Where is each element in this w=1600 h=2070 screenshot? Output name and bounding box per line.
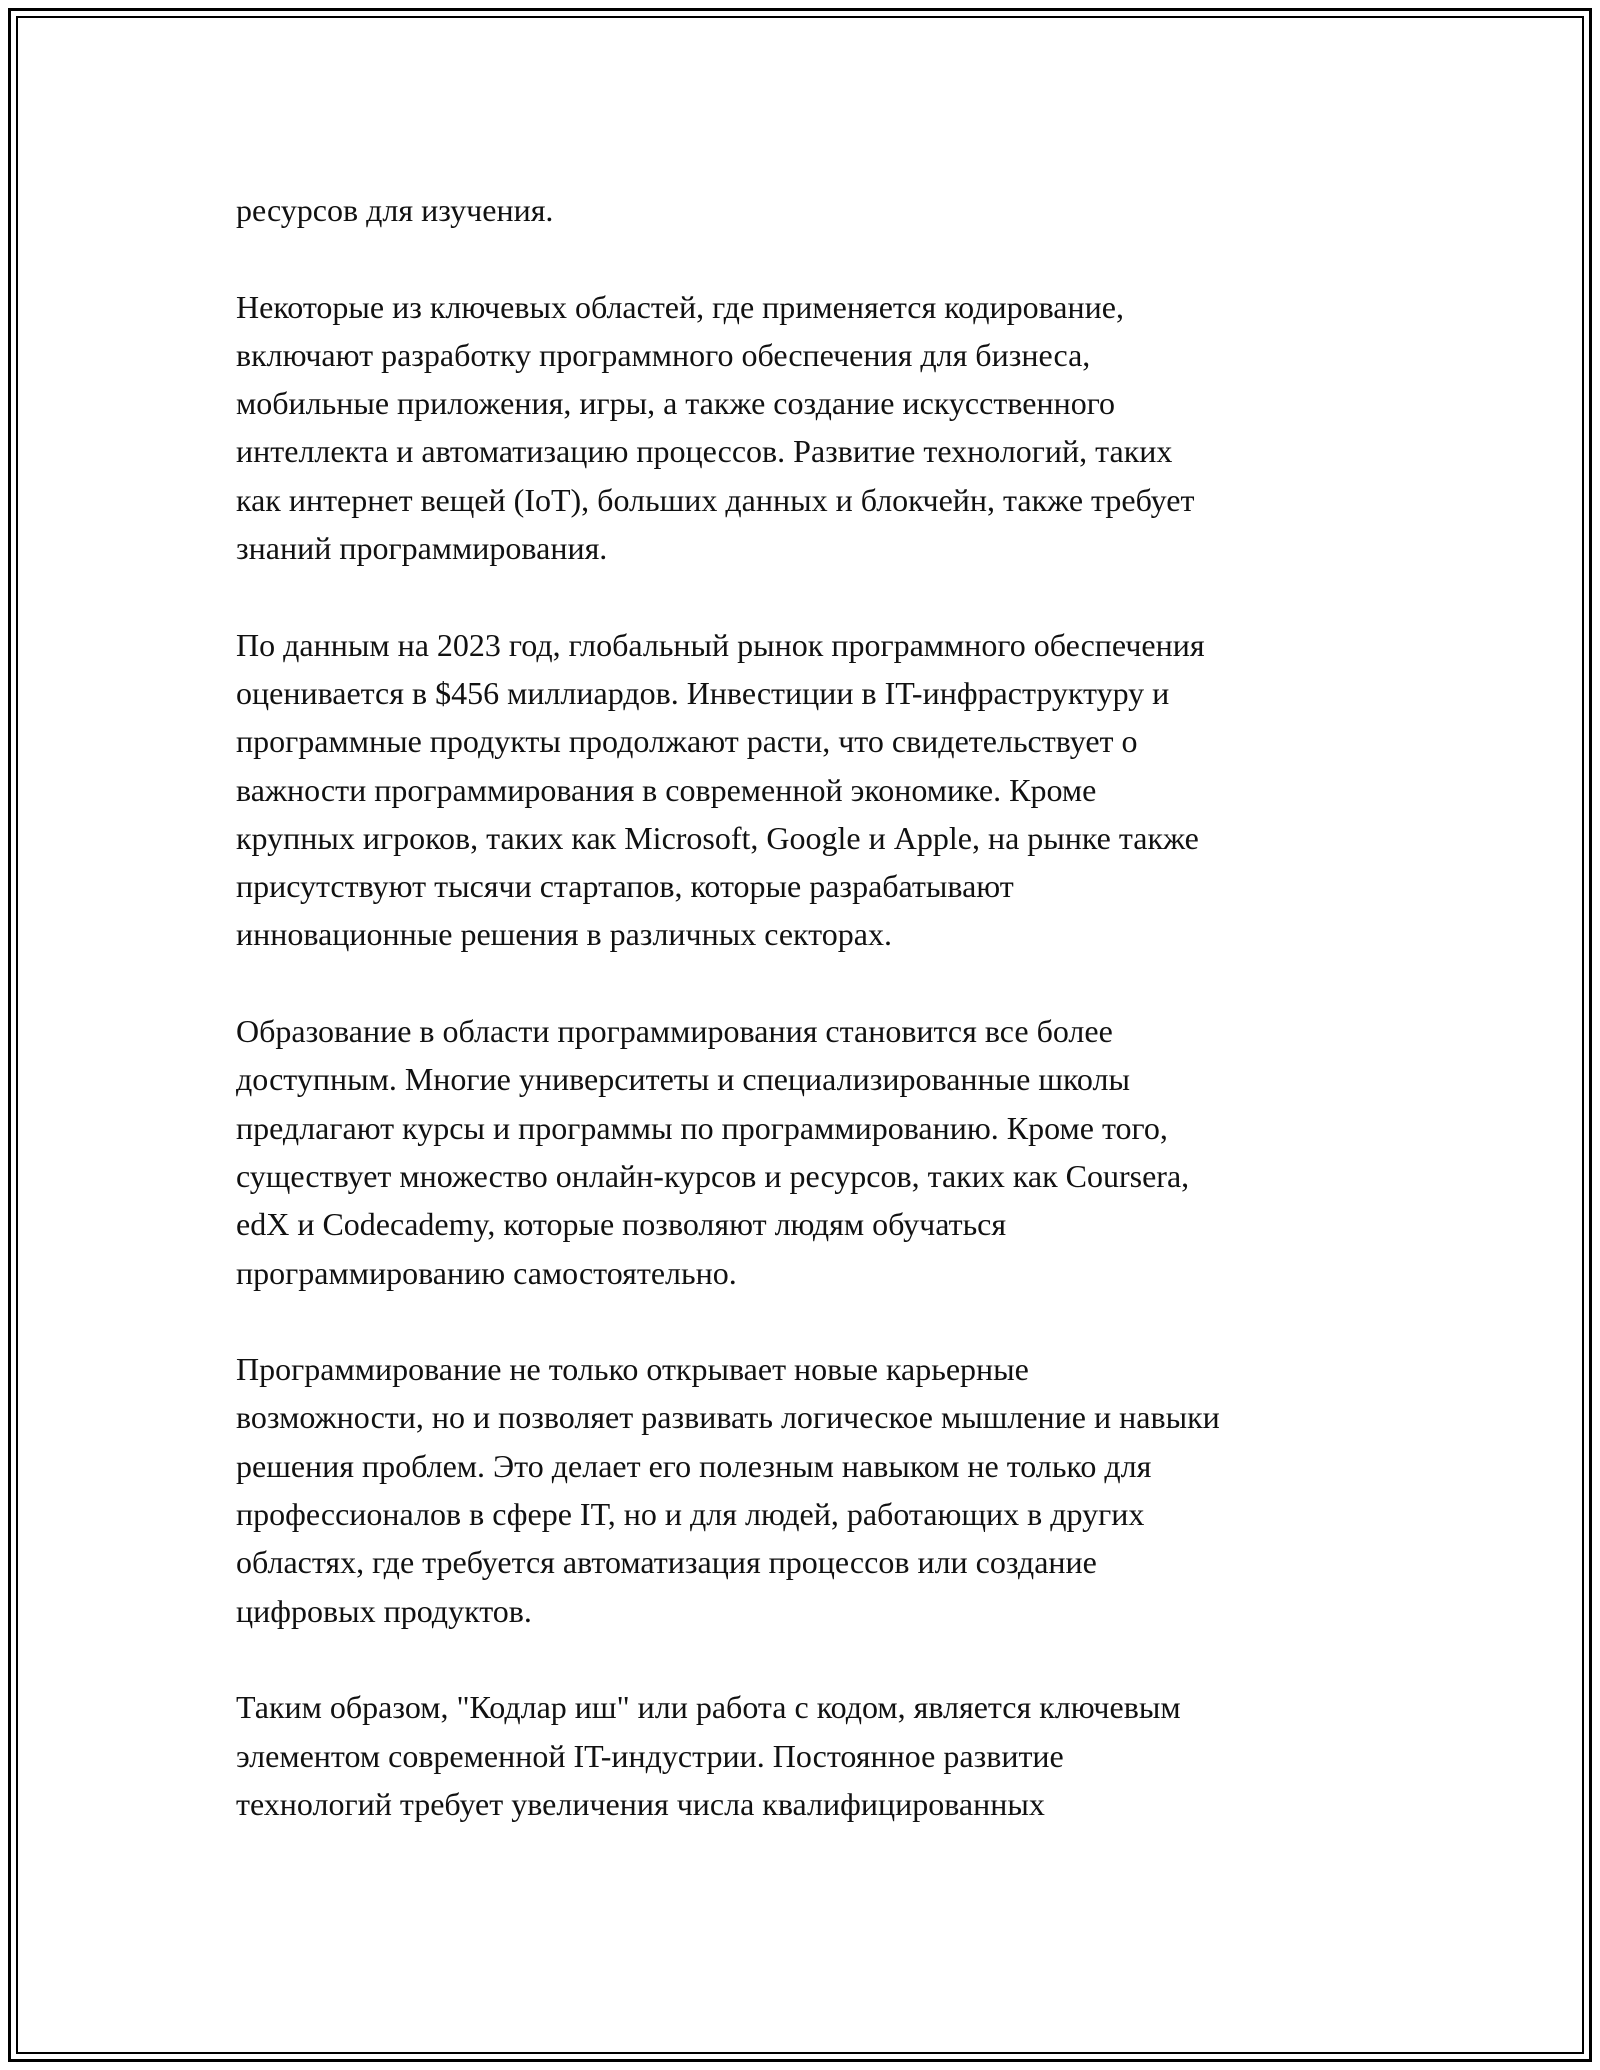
paragraph-1: ресурсов для изучения. [236, 192, 554, 228]
paragraph-3: По данным на 2023 год, глобальный рынок программного обеспечения оценивается в $456 миллиардов. Инвестиции в IT-инфраструктуру и программные продукты продолжают расти, что свидетельствует о важности программирования в современной экономике. Кроме крупных игроков, таких как Microsoft, Google и Apple, на рынке также присутствуют тысячи стартапов, которые разрабатывают инновационные решения в различных секторах. [236, 626, 1205, 953]
document-body [236, 186, 1386, 1828]
paragraph-2: Некоторые из ключевых областей, где применяется кодирование, включают разработку программного обеспечения для бизнеса, мобильные приложения, игры, а также создание искусственного интеллекта и автоматизацию процессов. Развитие технологий, таких как интернет вещей (IoT), больших данных и блокчейн, также требует знаний программирования. [236, 288, 1195, 567]
paragraph-5: Программирование не только открывает новые карьерные возможности, но и позволяет развивать логическое мышление и навыки решения проблем. Это делает его полезным навыком не только для профессионалов в сфере IT, но и для людей, работающих в других областях, где требуется автоматизация процессов или создание цифровых продуктов. [236, 1351, 1220, 1629]
paragraph-4: Образование в области программирования становится все более доступным. Многие университеты и специализированные школы предлагают курсы и программы по программированию. Кроме того, существует множество онлайн-курсов и ресурсов, таких как Coursera, edX и Codecademy, которые позволяют людям обучаться программированию самостоятельно. [236, 1013, 1190, 1291]
paragraph-6: Таким образом, "Кодлар иш" или работа с кодом, является ключевым элементом современной IT-индустрии. Постоянное развитие технологий требует увеличения числа квалифицированных [236, 1689, 1181, 1822]
